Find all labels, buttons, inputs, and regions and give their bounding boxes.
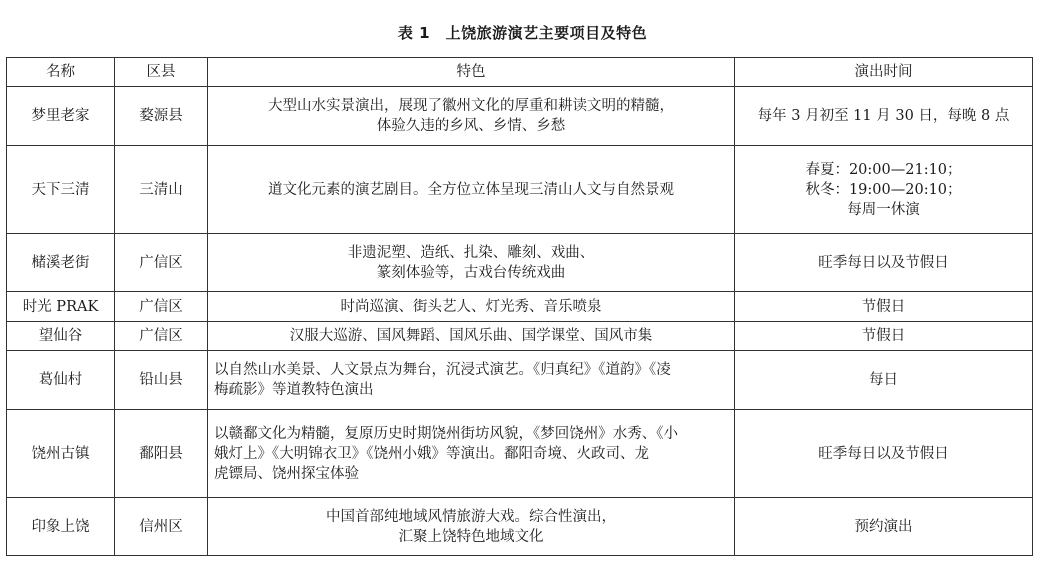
cell-feature: 中国首部纯地域风情旅游大戏。综合性演出， 汇聚上饶特色地域文化 (208, 498, 735, 556)
table-row (7, 146, 1033, 234)
header-county: 区县 (115, 58, 208, 87)
table-row (7, 322, 1033, 351)
cell-time: 每日 (735, 351, 1033, 410)
cell-time: 预约演出 (735, 498, 1033, 556)
cell-feature: 时尚巡演、街头艺人、灯光秀、音乐喷泉 (208, 292, 735, 322)
performance-table (6, 57, 1033, 556)
cell-name: 葛仙村 (7, 351, 115, 410)
cell-name: 饶州古镇 (7, 410, 115, 498)
cell-time: 旺季每日以及节假日 (735, 410, 1033, 498)
cell-county: 婺源县 (115, 87, 208, 146)
header-feature: 特色 (208, 58, 735, 87)
cell-county: 信州区 (115, 498, 208, 556)
cell-feature: 非遗泥塑、造纸、扎染、雕刻、戏曲、 篆刻体验等，古戏台传统戏曲 (208, 234, 735, 292)
cell-name: 梦里老家 (7, 87, 115, 146)
cell-name: 槠溪老街 (7, 234, 115, 292)
table-row (7, 498, 1033, 556)
cell-feature: 以自然山水美景、人文景点为舞台，沉浸式演艺。《归真纪》《道韵》《凌 梅疏影》等道教特色演出 (208, 351, 735, 410)
cell-name: 时光 PRAK (7, 292, 115, 322)
cell-name: 印象上饶 (7, 498, 115, 556)
cell-time: 春夏：20:00—21:10； 秋冬：19:00—20:10； 每周一休演 (735, 146, 1033, 234)
table-caption: 表 1 上饶旅游演艺主要项目及特色 (397, 24, 648, 42)
cell-time: 节假日 (735, 322, 1033, 351)
cell-county: 铅山县 (115, 351, 208, 410)
table-row (7, 292, 1033, 322)
table-row (7, 410, 1033, 498)
cell-county: 广信区 (115, 234, 208, 292)
cell-county: 广信区 (115, 322, 208, 351)
cell-feature: 汉服大巡游、国风舞蹈、国风乐曲、国学课堂、国风市集 (208, 322, 735, 351)
cell-time: 节假日 (735, 292, 1033, 322)
header-time: 演出时间 (735, 58, 1033, 87)
cell-name: 望仙谷 (7, 322, 115, 351)
table-row (7, 87, 1033, 146)
cell-time: 每年 3 月初至 11 月 30 日，每晚 8 点 (735, 87, 1033, 146)
cell-county: 鄱阳县 (115, 410, 208, 498)
cell-feature: 道文化元素的演艺剧目。全方位立体呈现三清山人文与自然景观 (208, 146, 735, 234)
cell-county: 三清山 (115, 146, 208, 234)
table-row (7, 234, 1033, 292)
table-header-row (7, 58, 1033, 87)
cell-county: 广信区 (115, 292, 208, 322)
cell-name: 天下三清 (7, 146, 115, 234)
cell-feature: 以赣鄱文化为精髓，复原历史时期饶州街坊风貌，《梦回饶州》水秀、《小 娥灯上》《大明锦衣卫》《饶州小娥》等演出。鄱阳奇境、火政司、龙 虎镖局、饶州探宝体验 (208, 410, 735, 498)
header-name: 名称 (7, 58, 115, 87)
table-row (7, 351, 1033, 410)
cell-time: 旺季每日以及节假日 (735, 234, 1033, 292)
cell-feature: 大型山水实景演出，展现了徽州文化的厚重和耕读文明的精髓， 体验久违的乡风、乡情、乡愁 (208, 87, 735, 146)
